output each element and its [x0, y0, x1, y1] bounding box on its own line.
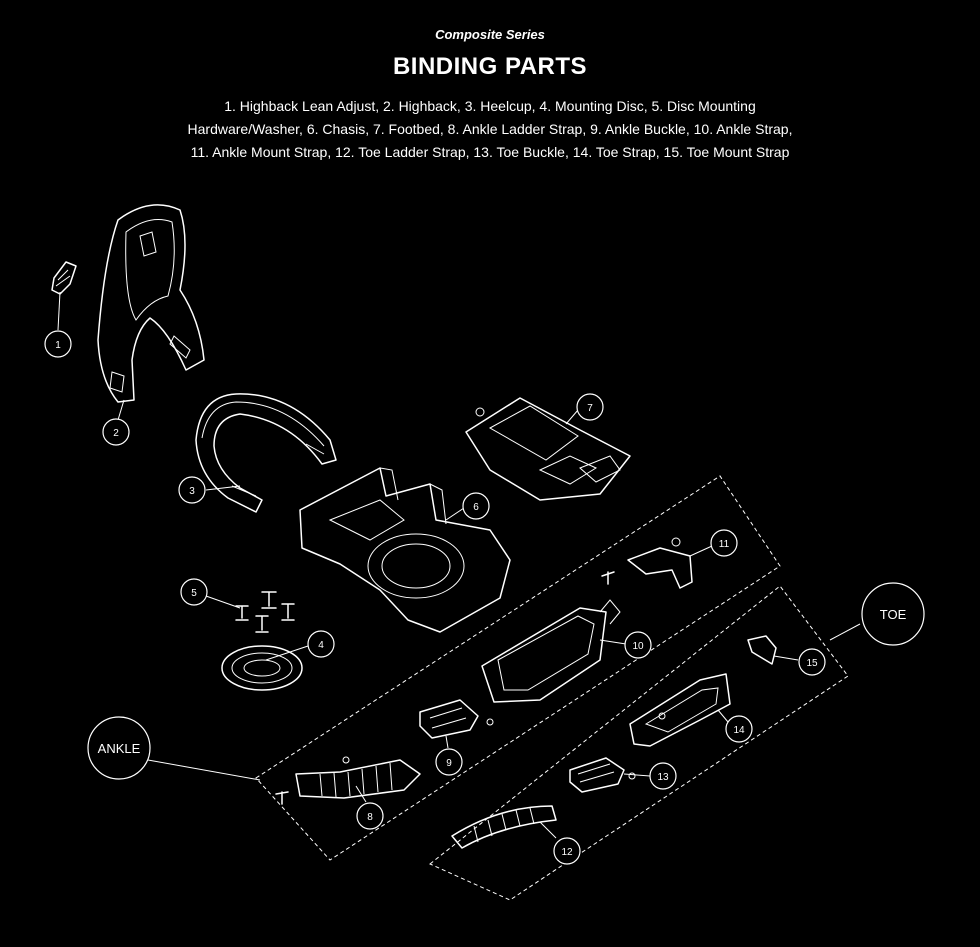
ankle-group-label	[88, 717, 150, 779]
callout-14	[726, 716, 752, 742]
svg-text:12: 12	[561, 847, 573, 858]
callout-12	[554, 838, 580, 864]
callout-10	[625, 632, 651, 658]
part-footbed	[466, 398, 630, 500]
legend-line: 1. Highback Lean Adjust, 2. Highback, 3. Heelcup, 4. Mounting Disc, 5. Disc Mounting	[224, 98, 756, 114]
part-ankle-ladder-strap	[276, 757, 420, 804]
svg-text:11: 11	[718, 539, 730, 550]
svg-text:13: 13	[657, 772, 669, 783]
svg-text:14: 14	[733, 725, 745, 736]
page-title: BINDING PARTS	[392, 53, 588, 80]
callout-13	[650, 763, 676, 789]
callout-11	[711, 530, 737, 556]
callout-4	[308, 631, 334, 657]
toe-group-label	[862, 583, 924, 645]
callout-2	[103, 419, 129, 445]
part-toe-mount-strap	[748, 636, 776, 664]
part-ankle-strap	[482, 600, 620, 702]
part-toe-ladder-strap	[452, 806, 556, 848]
callout-3	[179, 477, 205, 503]
svg-text:7: 7	[587, 403, 593, 414]
callout-9	[436, 749, 462, 775]
svg-text:5: 5	[191, 588, 197, 599]
svg-text:4: 4	[318, 640, 324, 651]
part-heelcup	[196, 394, 336, 512]
svg-text:3: 3	[189, 486, 195, 497]
legend-line: 11. Ankle Mount Strap, 12. Toe Ladder Strap, 13. Toe Buckle, 14. Toe Strap, 15. Toe Mount Strap	[190, 144, 790, 160]
svg-text:6: 6	[473, 502, 479, 513]
part-mounting-disc	[222, 646, 302, 690]
callout-1	[45, 331, 71, 357]
part-highback	[98, 205, 204, 402]
part-toe-strap	[630, 674, 730, 746]
svg-text:10: 10	[632, 641, 644, 652]
part-disc-hardware	[236, 592, 294, 632]
part-ankle-buckle	[420, 700, 493, 738]
callout-7	[577, 394, 603, 420]
part-ankle-mount-strap	[602, 538, 692, 588]
callout-8	[357, 803, 383, 829]
callout-6	[463, 493, 489, 519]
svg-text:ANKLE: ANKLE	[97, 741, 141, 756]
svg-text:TOE: TOE	[879, 607, 907, 622]
svg-text:2: 2	[113, 428, 119, 439]
part-toe-buckle	[570, 758, 635, 792]
svg-text:8: 8	[367, 812, 373, 823]
legend-line: Hardware/Washer, 6. Chasis, 7. Footbed, 8. Ankle Ladder Strap, 9. Ankle Buckle, 10. Ankle Strap,	[187, 121, 793, 137]
svg-text:9: 9	[446, 758, 452, 769]
ankle-group-box	[256, 476, 780, 860]
part-highback-lean-adjust	[52, 262, 76, 294]
callout-5	[181, 579, 207, 605]
callout-15	[799, 649, 825, 675]
svg-text:15: 15	[806, 658, 818, 669]
part-chassis	[300, 468, 510, 632]
svg-text:1: 1	[55, 340, 61, 351]
series-subtitle: Composite Series	[435, 27, 545, 42]
